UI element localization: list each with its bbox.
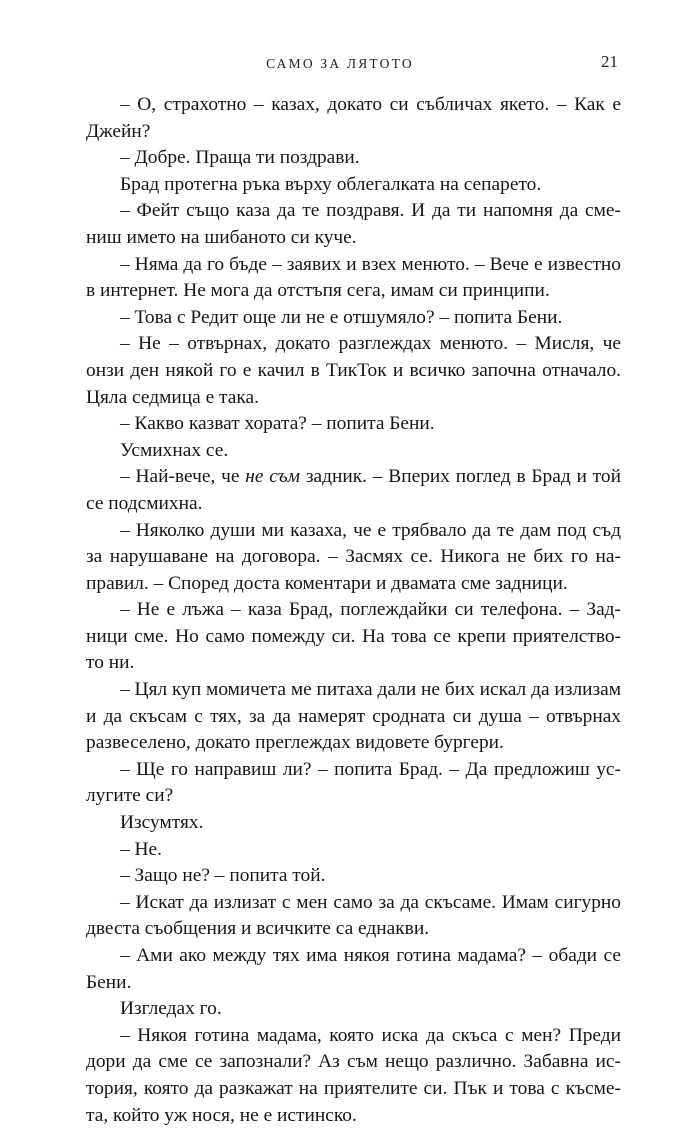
paragraph (86, 996, 621, 1023)
text-line: правил. – Според доста коментари и двамата сме задници. (86, 572, 568, 594)
paragraph (86, 1023, 621, 1129)
text-line: и да скъсам с тях, за да намерят сродната си душа – отвърнах (86, 705, 621, 727)
text-line: – Цял куп момичета ме питаха дали не бих искал да излизам (120, 679, 622, 701)
paragraph (86, 597, 621, 677)
text-line: Изгледах го. (120, 998, 222, 1020)
italic-emphasis: не съм (245, 466, 301, 488)
text-line: Изсумтях. (120, 812, 204, 834)
paragraph (86, 863, 621, 890)
text-line: – Няколко души ми казаха, че е трябвало да те дам под съд (120, 519, 621, 541)
text-line: – Не. (120, 838, 163, 860)
text-line: – Това с Редит още ли не е отшумяло? – попита Бени. (120, 306, 563, 328)
text-line: – Не е лъжа – каза Брад, поглеждайки си телефона. – Зад- (120, 599, 621, 621)
paragraph (86, 464, 621, 517)
text-line: двеста съобщения и всичките са еднакви. (86, 918, 430, 940)
text-line: – Фейт също каза да те поздравя. И да ти напомня да сме- (120, 200, 621, 222)
paragraph (86, 438, 621, 465)
text-line: лугите си? (86, 785, 174, 807)
page-number: 21 (601, 52, 618, 71)
text-line: Джейн? (86, 120, 151, 142)
text-line: та, който уж нося, не е истинско. (86, 1104, 357, 1126)
paragraph (86, 810, 621, 837)
paragraph (86, 518, 621, 598)
paragraph (86, 252, 621, 305)
paragraph (86, 172, 621, 199)
text-line: – Добре. Праща ти поздрави. (120, 147, 360, 169)
text-line: тория, която да разкажат на приятелите си. Пък и това с късме- (86, 1077, 621, 1099)
paragraph (86, 331, 621, 411)
text-line: – Ще го направиш ли? – попита Брад. – Да предложиш ус- (120, 758, 621, 780)
text-line: – О, страхотно – казах, докато си събличах якето. – Как е (120, 94, 621, 115)
text-line: Цяла седмица е така. (86, 386, 259, 408)
text-line: то ни. (86, 652, 135, 674)
text-line: за нарушаване на договора. – Засмях се. Никога не бих го на- (86, 546, 621, 568)
text-line: в интернет. Не мога да отстъпя сега, имам си принципи. (86, 280, 550, 302)
body-text (86, 92, 621, 1129)
running-title: САМО ЗА ЛЯТОТО (266, 56, 414, 71)
text-line: ници сме. Но само помежду си. На това се крепи приятелство- (86, 625, 621, 647)
text-line: – Не – отвърнах, докато разглеждах менюто. – Мисля, че (120, 333, 621, 355)
text-line: онзи ден някой го е качил в ТикТок и всичко започна отначало. (86, 359, 621, 381)
text-line: – Ами ако между тях има някоя готина мадама? – обади се (120, 945, 621, 966)
text-line: – Какво казват хората? – попита Бени. (120, 413, 435, 435)
text-line: ниш името на шибаното си куче. (86, 226, 357, 248)
paragraph (86, 92, 621, 145)
text-segment: – Най-вече, че (120, 466, 240, 488)
paragraph (86, 411, 621, 438)
text-line (86, 464, 621, 491)
paragraph (86, 890, 621, 943)
text-line: – Няма да го бъде – заявих и взех менюто. – Вече е известно (120, 253, 621, 275)
paragraph (86, 943, 621, 996)
text-line: дори да сме се запознали? Аз съм нещо различно. Забавна ис- (86, 1051, 621, 1073)
text-line: – Някоя готина мадама, която иска да скъса с мен? Преди (120, 1024, 621, 1046)
paragraph (86, 677, 621, 757)
text-line: – Защо не? – попита той. (120, 865, 326, 887)
paragraph (86, 145, 621, 172)
paragraph (86, 837, 621, 864)
paragraph (86, 305, 621, 332)
paragraph (86, 757, 621, 810)
text-line: Усмихнах се. (120, 439, 229, 461)
text-line: развеселено, докато преглеждах видовете бургери. (86, 732, 504, 754)
paragraph (86, 198, 621, 251)
text-line: Брад протегна ръка върху облегалката на сепарето. (120, 173, 542, 195)
text-line: – Искат да излизат с мен само за да скъсаме. Имам сигурно (120, 891, 621, 913)
text-line: Бени. (86, 971, 132, 993)
text-segment: задник. – Вперих поглед в Брад и той (305, 466, 621, 488)
text-line: се подсмихна. (86, 492, 203, 514)
